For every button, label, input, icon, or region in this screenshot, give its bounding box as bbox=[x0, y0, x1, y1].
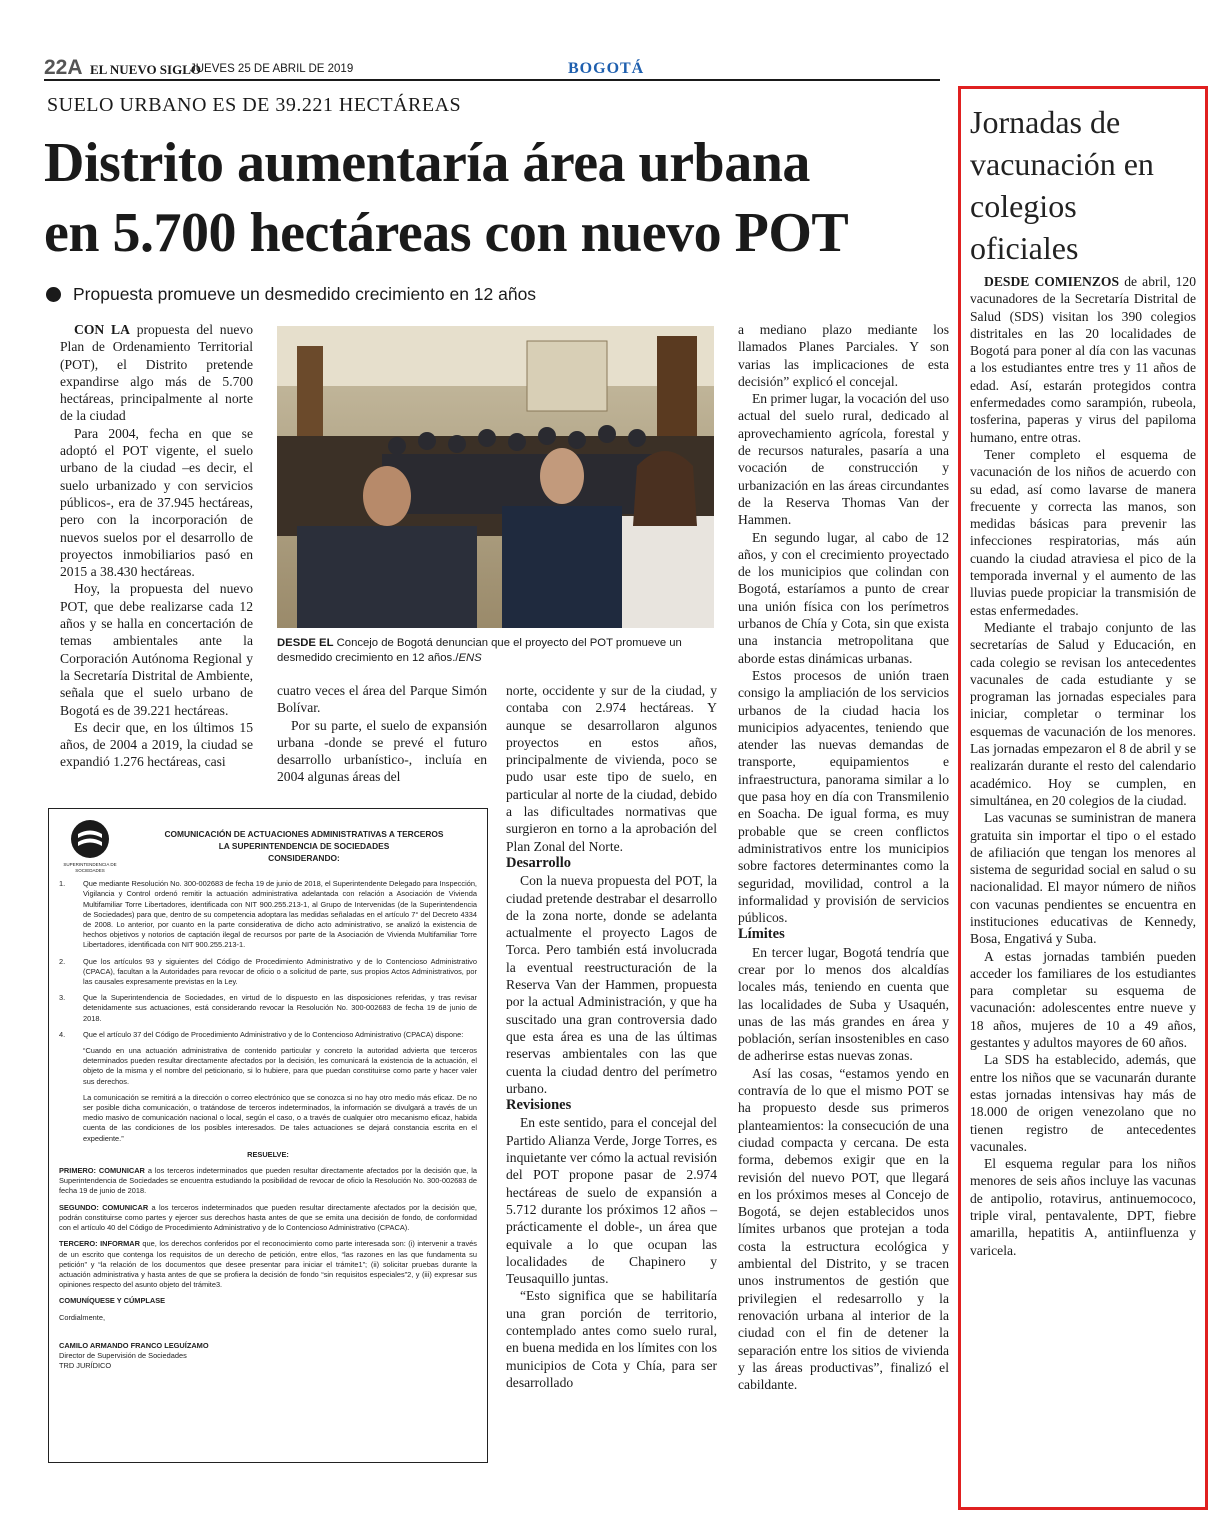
paragraph: cuatro veces el área del Parque Simón Bolívar. bbox=[277, 683, 487, 716]
notice-primero: PRIMERO: COMUNICAR a los terceros indeterminados que pueden resultar directamente afectados por la decisión que, la Superintendencia de Sociedades se encuentra estudiando la posibilidad de revocar de oficio la Resolución No. 300-002683 de fecha 19 de junio de 2018. bbox=[59, 1166, 477, 1196]
paragraph: Es decir que, en los últimos 15 años, de 2004 a 2019, la ciudad se expandió 1.276 hectáreas, casi bbox=[60, 719, 253, 770]
paragraph: Tener completo el esquema de vacunación de los niños de acuerdo con su edad, así como lavarse de manera frecuente y correcta las manos, son medidas básicas para prevenir las infecciones respiratorias, más aún cuando la ciudad atraviesa el pico de la temporada invernal y el aumento de las lluvias puede propiciar la transmisión de estas enfermedades. bbox=[970, 446, 1196, 618]
paragraph: En primer lugar, la vocación del uso actual del suelo rural, dedicado al aprovechamiento agrícola, forestal y de recursos naturales, pasaría a una vocación de construcción y urbanización en las áreas circundantes de la Reserva Thomas Van der Hammen. bbox=[738, 391, 949, 528]
lead-in: CON LA bbox=[74, 322, 130, 337]
paragraph: A estas jornadas también pueden acceder los familiares de los estudiantes para completar su esquema de vacunación: adolescentes entre nueve y 18 años, mujeres de 10 a 49 años, gestantes y adultos mayores de 60 años. bbox=[970, 948, 1196, 1051]
notice-subtitle: LA SUPERINTENDENCIA DE SOCIEDADES bbox=[218, 841, 390, 852]
notice-quote: “Cuando en una actuación administrativa de contenido particular y concreto la autoridad advierta que terceros determinados pueden resultar directamente afectados por la decisión, les comunicará la existencia de la actuación, el objeto de la misma y el nombre del peticionario, si lo hubiere, para que puedan constituirse como parte y hacer valer sus derechos. bbox=[83, 1046, 477, 1086]
paragraph: En tercer lugar, Bogotá tendría que crear por lo menos dos alcaldías locales más, teniendo en cuenta que las localidades de Suba y Usaquén, unas de las más grandes en área y población, serían insostenibles en caso de adherirse estas nuevas zonas. bbox=[738, 944, 949, 1064]
caption-lead: DESDE EL bbox=[277, 637, 334, 649]
paragraph: Con la nueva propuesta del POT, la ciudad pretende destrabar el desarrollo de la zona norte, donde se adelanta actualmente el proyecto Lagos de Torca. Pero también está involucrada la eventual reestructuración de la Reserva Van der Hammen, propuesta por la actual Administración, y que ha suscitado una gran controversia dado que esta área es una de las últimas reservas ambientales con las que cuenta la ciudad dentro del perímetro urbano. bbox=[506, 873, 717, 1096]
notice-item: 1. Que mediante Resolución No. 300-002683 de fecha 19 de junio de 2018, el Superintendente Delegado para Inspección, Vigilancia y Control ordenó remitir la actuación administrativa adelantada con relación a Asociación de Vivienda Multifamiliar Torre Libertadores, identificada con NIT 900.255.213-1, al Grupo de Intervenidas (de la Superintendencia de Sociedades) para que, dentro de su competencia adoptara las medidas señaladas en el artículo 7° del Decreto 4334 de 2008. Lo anterior, por cuanto en la parte considerativa de dicho acto administrativo, se analizó la existencia de hechos objetivos y notorios de captación ilegal de recursos por parte de la Asociación de Vivienda Multifamiliar Torre Libertadores, identificada con NIT 900.255.213-1. bbox=[59, 879, 477, 950]
paragraph: Para 2004, fecha en que se adoptó el POT vigente, el suelo urbano de la ciudad –es decir, el suelo urbanizado y con servicios públicos-, era de 37.945 hectáreas, pero con la incorporación de nuevos suelos por el desarrollo de proyectos inmobiliarios pasó en 2015 a 38.430 hectáreas. bbox=[60, 425, 253, 580]
paragraph: Por su parte, el suelo de expansión urbana -donde se prevé el futuro desarrollo urbanístico-, incluía en 2004 algunas áreas del bbox=[277, 717, 487, 785]
section-name: BOGOTÁ bbox=[568, 60, 645, 77]
notice-closing: COMUNÍQUESE Y CÚMPLASE bbox=[59, 1296, 166, 1306]
paragraph: Hoy, la propuesta del nuevo POT, que debe realizarse cada 12 años y se halla en concertación de temas ambientales ante la Corporación Autónoma Regional y la Secretaría Distrital de Ambiente, señala que el suelo urbano de Bogotá es de 39.221 hectáreas. bbox=[60, 581, 253, 718]
paragraph: Las vacunas se suministran de manera gratuita sin importar el tipo o el estado de afiliación que tengan los menores al sistema de seguridad social en salud o su nacionalidad. El mayor número de niños con vacunas pendientes se encuentra en instituciones educativas de Kennedy, Bosa, Engativá y Suba. bbox=[970, 810, 1196, 947]
news-photo bbox=[277, 326, 714, 628]
column-2 bbox=[277, 682, 487, 786]
paragraph: de abril, 120 vacunadores de la Secretaría Distrital de Salud (SDS) visitan los 390 colegios distritales en las 20 localidades de Bogotá para poner al día con las vacunas a los estudiantes entre tres y 11 años de edad. Así, estarán protegidos contra enfermedades como sarampión, rubeola, tosferina, paperas y virus del papiloma humano, entre otras. bbox=[970, 274, 1196, 445]
legal-notice bbox=[48, 808, 488, 1463]
notice-item: 3. Que la Superintendencia de Sociedades, en virtud de lo dispuesto en las disposiciones referidas, y tras revisar detenidamente sus actuaciones, está considerando revocar la Resolución No. 300-002683 de fecha 19 de junio de 2018. bbox=[59, 993, 477, 1023]
notice-item: 2. Que los artículos 93 y siguientes del Código de Procedimiento Administrativo y de lo Contencioso Administrativo (CPACA), facultan a la Autoridades para revocar de oficio o a solicitud de parte, sus propios Actos Administrativos, por las causales expresamente previstas en la Ley. bbox=[59, 956, 477, 987]
notice-quote: La comunicación se remitirá a la dirección o correo electrónico que se conozca si no hay otro medio más eficaz. De no ser posible dicha comunicación, o tratándose de terceros indeterminados, la información se divulgará a través de un medio masivo de comunicación nacional o local, según el caso, o a través de cualquier otro mecanismo eficaz, habida cuenta de las condiciones de los posibles interesados. De tales actuaciones se dejará constancia escrita en el expediente.” bbox=[83, 1092, 477, 1143]
column-3 bbox=[506, 682, 717, 1391]
notice-signer-title: Director de Supervisión de Sociedades bbox=[59, 1350, 187, 1360]
paragraph: Mediante el trabajo conjunto de las secretarías de Salud y Educación, en cada colegio se revisan los antecedentes vacunales de cada estudiante y se programan las jornadas especiales para iniciar, completar o terminar los esquemas de vacunación de los menores. Las jornadas empezaron el 8 de abril y se realizarán durante el resto del calendario académico. Hoy se cumplen, en simultánea, en 20 colegios de la ciudad. bbox=[970, 619, 1196, 808]
paragraph: El esquema regular para los niños menores de seis años incluye las vacunas de antipolio, rotavirus, antinuemococo, triple viral, pentavalente, DPT, fiebre amarilla, hepatitis A, antiinfluenza y varicela. bbox=[970, 1156, 1196, 1258]
paper-name: EL NUEVO SIGLO bbox=[90, 62, 201, 77]
bullet-icon bbox=[46, 287, 61, 302]
headline-line-2: en 5.700 hectáreas con nuevo POT bbox=[44, 202, 849, 264]
notice-segundo: SEGUNDO: COMUNICAR a los terceros indeterminados que pueden resultar directamente afectados por la decisión que, podrán constituirse como partes y ejercer sus derechos hasta antes de que se emita una decisión de fondo, de conformidad con el artículo 40 del Código de Procedimiento Administrativo y de lo Contencioso Administrativo (CPACA). bbox=[59, 1202, 477, 1233]
sidebar-lead-in: DESDE COMIENZOS bbox=[984, 274, 1120, 289]
caption-text: Concejo de Bogotá denuncian que el proyecto del POT promueve un desmedido crecimiento en 12 años./ bbox=[277, 637, 682, 664]
notice-considerando: CONSIDERANDO: bbox=[268, 853, 340, 864]
paragraph: En segundo lugar, al cabo de 12 años, y con el crecimiento proyectado de los municipios que colindan con Bogotá, estaríamos a punto de crear una unión física con los perímetros urbanos de Chía y Cota, sin que exista una instancia metropolitana que aborde estas dinámicas urbanas. bbox=[738, 529, 949, 666]
paragraph: norte, occidente y sur de la ciudad, y contaba con 2.974 hectáreas. Y aunque se desarrollaron algunos proyectos en estos años, principalmente de vivienda, poco se pudo usar este tipo de suelo, en particular al norte de la ciudad, debido a las dificultades normativas que surgieron en torno a la aprobación del Plan Zonal del Norte. bbox=[506, 683, 717, 854]
subheading: Límites bbox=[738, 926, 785, 943]
kicker: SUELO URBANO ES DE 39.221 HECTÁREAS bbox=[47, 94, 462, 116]
column-4 bbox=[738, 321, 949, 1393]
deck-text: Propuesta promueve un desmedido crecimiento en 12 años bbox=[73, 284, 537, 304]
paragraph: Estos procesos de unión traen consigo la ampliación de los servicios urbanos de la ciudad hacia los municipios adyacentes, teniendo que atender las nuevas demandas de transporte, equipamientos e infraestructura, panorama similar a lo que pasa hoy en día con Transmilenio en Soacha. De igual forma, es muy probable que se creen conflictos administrativos entre los municipios sobre factores determinantes como la seguridad, movilidad, control a la informalidad y provisión de servicios públicos. bbox=[738, 667, 949, 926]
sidebar-title: Jornadas de vacunación en colegios oficiales bbox=[970, 104, 1154, 266]
paragraph: Así las cosas, “estamos yendo en contravía de lo que el mismo POT se ha propuesto desde sus primeros planteamientos: la consecución de una ciudad compacta y cercana. De esta forma, debemos exigir que en la revisión del nuevo POT, que llegará en los próximos meses al Concejo de Bogotá, se dejen establecidos unos límites urbanos que protejan a toda costa la estructura ecológica y ambiental del Distrito, y se tracen unos instrumentos de gestión que privilegien el redesarrollo y la renovación urbana al interior de la ciudad con el fin de detener la separación entre los sitios de vivienda y las áreas productivas”, finalizó el cabildante. bbox=[738, 1065, 949, 1393]
notice-tercero: TERCERO: INFORMAR que, los derechos conferidos por el reconocimiento como parte interesada son: (i) intervenir a través de un escrito que contenga los requisitos de un derecho de petición, entre ellos, “las razones en las que fundamenta su petición” y “la relación de los documentos que desee presentar para iniciar el trámite1”; (ii) solicitar pruebas durante la actuación administrativa y hasta antes de que se profiera la decisión de fondo “sin requisitos especiales”2, y (iii) expresar sus opiniones respecto del asunto objeto del trámite3. bbox=[59, 1239, 477, 1290]
notice-signer-ref: TRD JURÍDICO bbox=[59, 1361, 112, 1371]
paragraph: La SDS ha establecido, además, que entre los niños que se vacunarán durante estas jornadas intensivas hay más de 18.000 de origen venezolano que no tienen registro de antecedentes vacunales. bbox=[970, 1052, 1196, 1154]
notice-regards: Cordialmente, bbox=[59, 1312, 106, 1322]
paragraph: En este sentido, para el concejal del Partido Alianza Verde, Jorge Torres, es inquietante ver cómo la actual revisión del POT propone pasar de 2.974 hectáreas de suelo de expansión a 5.712 durante los próximos 12 años –prácticamente el doble-, un área que equivale a lo que ocupan las localidades de Chapinero y Teusaquillo juntas. bbox=[506, 1115, 718, 1287]
paragraph: a mediano plazo mediante los llamados Planes Parciales. Y son varias las implicaciones de esta decisión” explicó el concejal. bbox=[738, 322, 949, 389]
column-1 bbox=[60, 321, 253, 771]
subheading: Revisiones bbox=[506, 1097, 572, 1114]
supersociedades-logo-icon bbox=[70, 819, 110, 859]
paragraph: “Esto significa que se habilitaría una gran porción de territorio, contemplado antes como suelo rural, en buena medida en los límites con los municipios de Cota y Chía, para ser desarrollado bbox=[506, 1288, 717, 1390]
notice-item: 4. Que el artículo 37 del Código de Procedimiento Administrativo y de lo Contencioso Administrativo (CPACA) dispone: bbox=[59, 1029, 464, 1039]
page-header bbox=[44, 56, 940, 80]
photo-credit: ENS bbox=[458, 652, 482, 664]
notice-resuelve: RESUELVE: bbox=[247, 1149, 289, 1159]
sidebar-body bbox=[970, 273, 1196, 1259]
headline-line-1: Distrito aumentaría área urbana bbox=[44, 132, 810, 194]
header-rule bbox=[44, 79, 940, 81]
logo-caption: SUPERINTENDENCIA DE SOCIEDADES bbox=[63, 862, 117, 873]
photo-caption bbox=[277, 636, 714, 666]
notice-signer: CAMILO ARMANDO FRANCO LEGUÍZAMO bbox=[59, 1340, 209, 1350]
paragraph: propuesta del nuevo Plan de Ordenamiento Territorial (POT), el Distrito pretende expandirse algo más de 5.700 hectáreas, principalmente al norte de la ciudad bbox=[60, 322, 253, 424]
photo-illustration bbox=[277, 326, 714, 628]
deck bbox=[46, 284, 536, 305]
headline bbox=[44, 128, 954, 268]
issue-date: JUEVES 25 DE ABRIL DE 2019 bbox=[190, 63, 354, 75]
sidebar-box bbox=[958, 86, 1208, 1510]
page-number: 22A bbox=[44, 56, 83, 79]
subheading: Desarrollo bbox=[506, 854, 571, 871]
notice-title: COMUNICACIÓN DE ACTUACIONES ADMINISTRATIVAS A TERCEROS bbox=[164, 829, 444, 840]
